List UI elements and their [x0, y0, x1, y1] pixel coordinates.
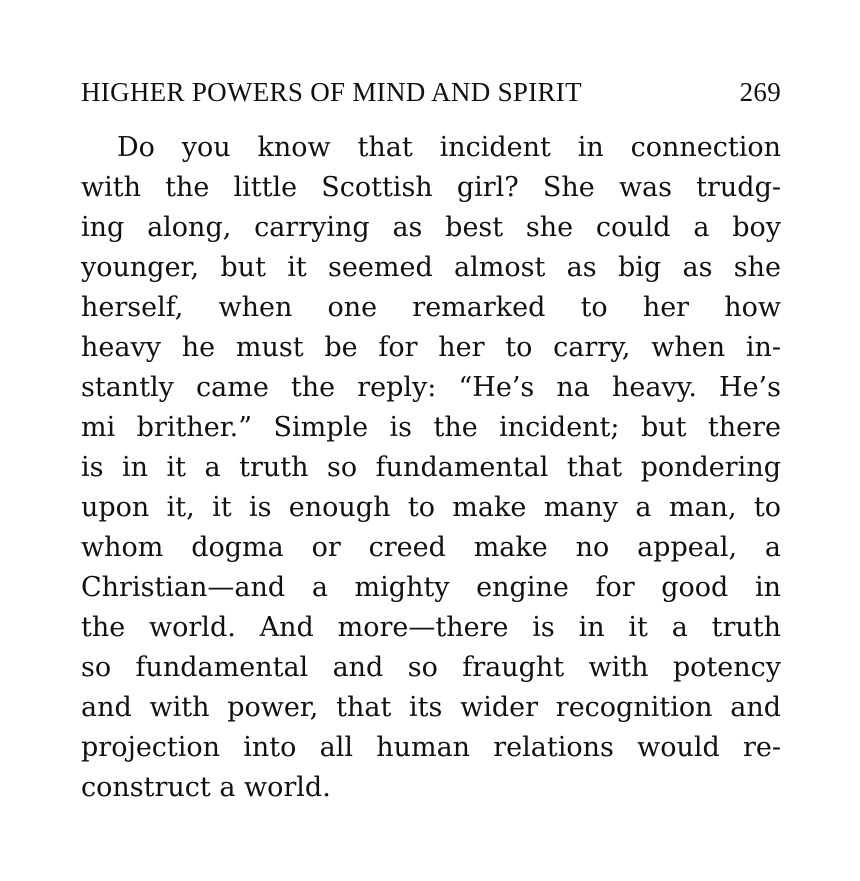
running-head [81, 76, 781, 108]
body-paragraph [81, 128, 781, 808]
text-line: and with power, that its wider recognition and [81, 692, 781, 723]
text-line: projection into all human relations would re- [81, 732, 781, 763]
text-line: whom dogma or creed make no appeal, a [81, 532, 781, 563]
running-title: HIGHER POWERS OF MIND AND SPIRIT [81, 77, 582, 107]
text-line: mi brither.” Simple is the incident; but there [81, 412, 781, 443]
page-number: 269 [739, 77, 781, 107]
text-line: younger, but it seemed almost as big as she [81, 252, 781, 283]
text-line: herself, when one remarked to her how [81, 292, 781, 323]
text-line: heavy he must be for her to carry, when in- [81, 332, 781, 363]
text-line: with the little Scottish girl? She was trudg- [81, 172, 781, 203]
text-line: stantly came the reply: “He’s na heavy. He’s [81, 372, 781, 403]
text-line: is in it a truth so fundamental that pondering [81, 452, 781, 483]
text-line: upon it, it is enough to make many a man, to [81, 492, 781, 523]
text-line: Do you know that incident in connection [117, 132, 781, 163]
text-line: construct a world. [81, 772, 331, 803]
text-line: the world. And more—there is in it a truth [81, 612, 781, 643]
text-line: Christian—and a mighty engine for good in [81, 572, 781, 603]
text-line: so fundamental and so fraught with potency [81, 652, 781, 683]
text-line: ing along, carrying as best she could a boy [81, 212, 781, 243]
